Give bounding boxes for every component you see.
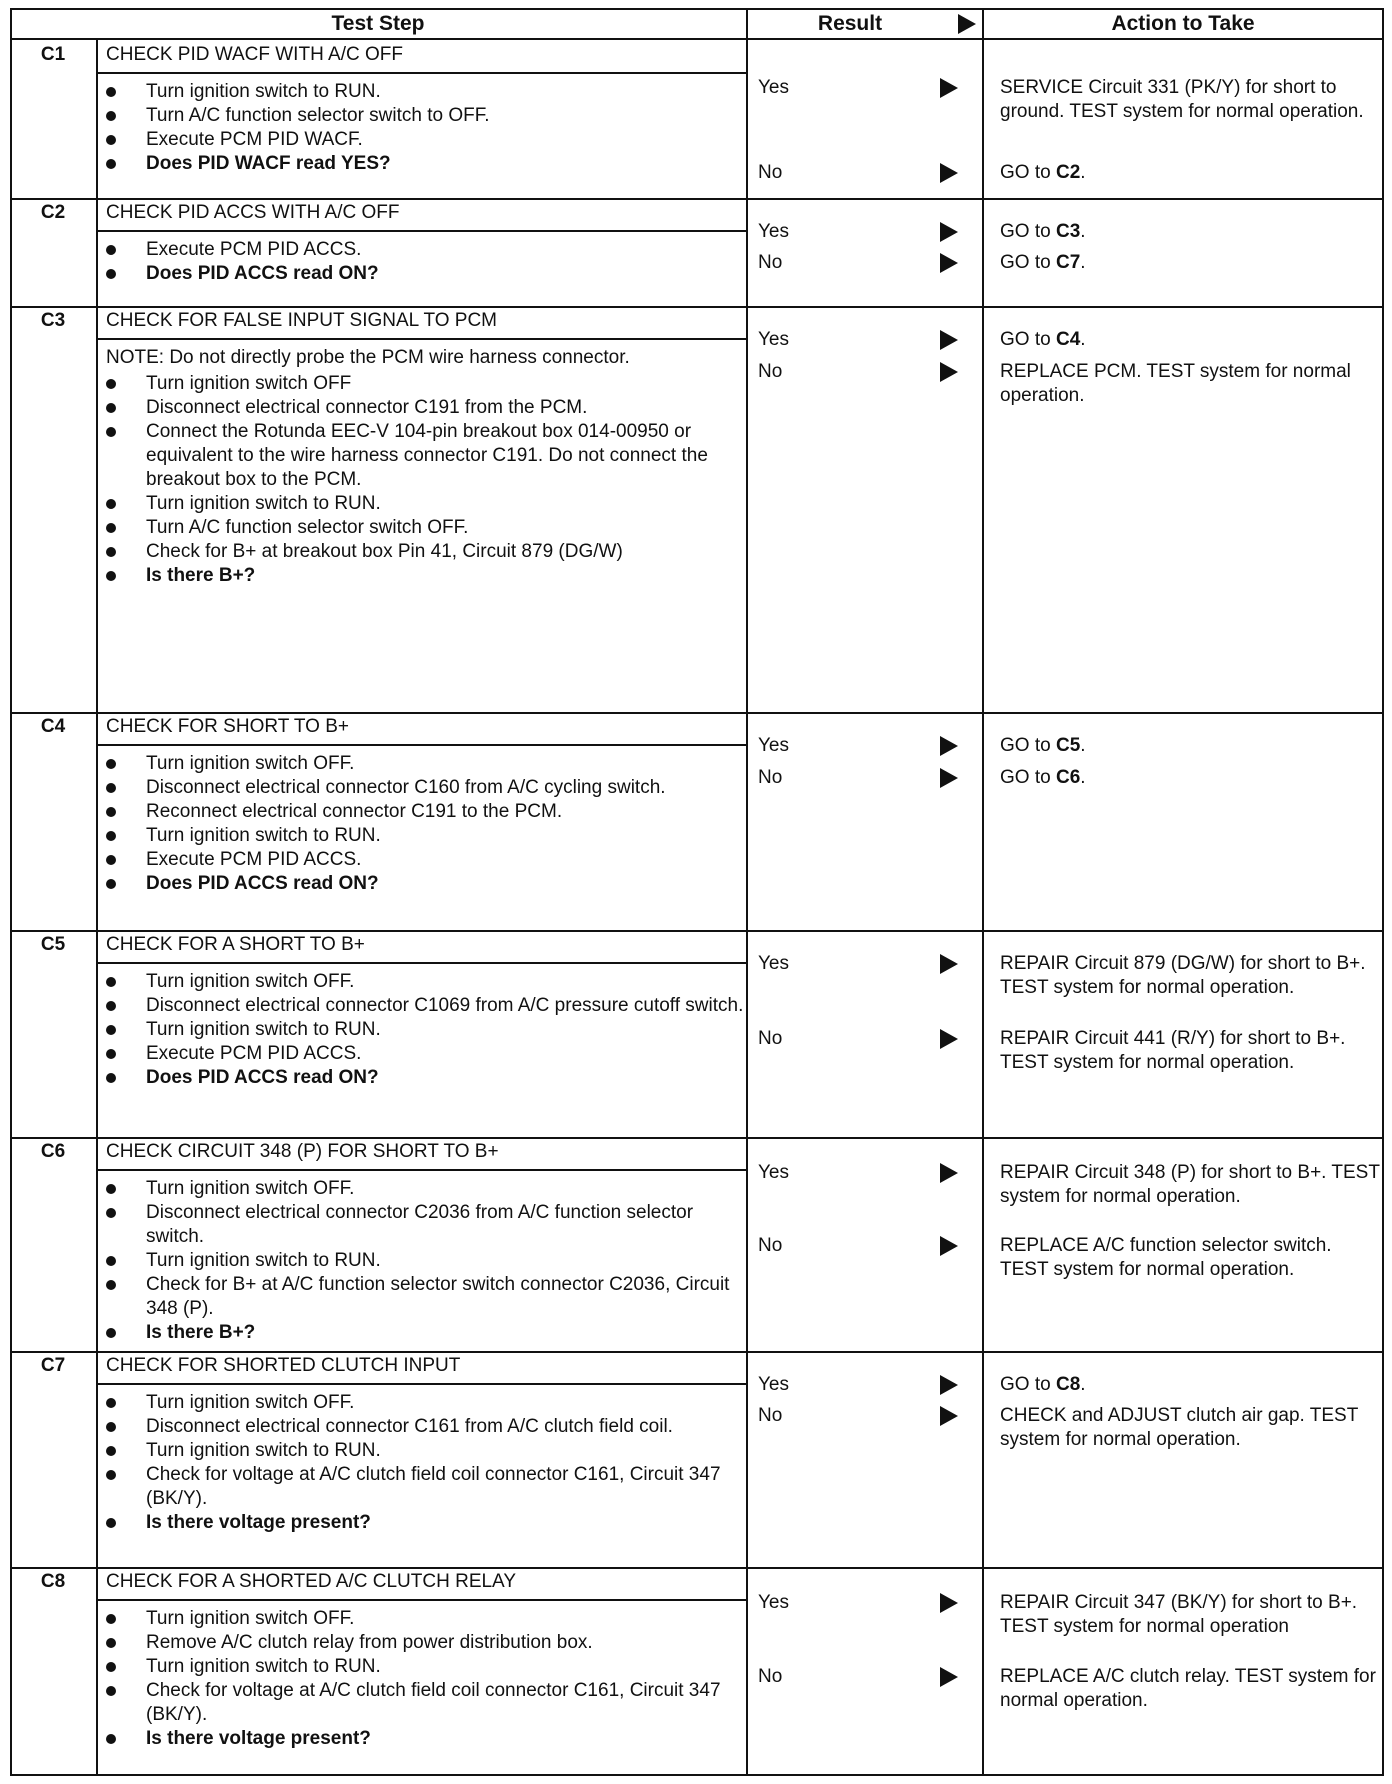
step-text: Disconnect electrical connector C191 from the PCM. (146, 397, 588, 418)
step-item (106, 420, 746, 492)
step-list (106, 372, 746, 588)
step-text: Check for voltage at A/C clutch field coil connector C161, Circuit 347 (BK/Y). (146, 1680, 721, 1725)
action-text (1000, 1027, 1380, 1075)
step-text: Execute PCM PID ACCS. (146, 849, 362, 870)
step-instructions (106, 346, 746, 588)
result-yes: Yes (758, 735, 789, 756)
action-text (1000, 1234, 1380, 1282)
bullet-icon (106, 403, 116, 413)
step-id: C1 (40, 44, 66, 65)
bullet-icon (106, 783, 116, 793)
step-item (106, 1463, 746, 1511)
goto-suffix: . (1080, 162, 1086, 183)
result-arrow-icon (940, 1029, 958, 1049)
goto-step: C7 (1055, 252, 1081, 273)
step-item (106, 1655, 746, 1679)
step-item (106, 776, 746, 800)
step-list (106, 1607, 746, 1751)
step-text: Disconnect electrical connector C161 from A/C clutch field coil. (146, 1416, 673, 1437)
title-divider (96, 230, 746, 232)
step-text: Check for voltage at A/C clutch field coil connector C161, Circuit 347 (BK/Y). (146, 1464, 721, 1509)
step-text: Connect the Rotunda EEC-V 104-pin breakout box 014-00950 or equivalent to the wire harness connector C191. Do not connect the breakout box to the PCM. (146, 421, 708, 490)
step-item (106, 970, 746, 994)
step-id: C5 (40, 934, 66, 955)
result-arrow-icon (940, 222, 958, 242)
step-item (106, 540, 746, 564)
step-text: Turn ignition switch OFF (146, 373, 352, 394)
action-body: REPLACE PCM. TEST system for normal operation. (1000, 361, 1351, 406)
result-no: No (758, 361, 783, 382)
goto-step: C6 (1055, 767, 1081, 788)
result-yes: Yes (758, 221, 789, 242)
test-step-c2 (10, 198, 1382, 306)
step-item (106, 238, 746, 262)
step-list (106, 1391, 746, 1535)
step-instructions (106, 752, 746, 896)
step-item (106, 824, 746, 848)
action-text (1000, 1404, 1380, 1452)
step-item (106, 492, 746, 516)
step-question (106, 872, 746, 896)
step-question (106, 1727, 746, 1751)
result-yes: Yes (758, 953, 789, 974)
title-divider (96, 962, 746, 964)
action-body: REPLACE A/C function selector switch. TEST system for normal operation. (1000, 1235, 1332, 1280)
result-arrow-icon (940, 163, 958, 183)
question-text: Is there voltage present? (146, 1728, 371, 1749)
table-right-border (1382, 8, 1384, 1776)
step-list (106, 970, 746, 1090)
result-no: No (758, 1666, 783, 1687)
step-question (106, 152, 746, 176)
bullet-icon (106, 269, 116, 279)
action-body: GO to (1000, 1374, 1056, 1395)
goto-step: C3 (1055, 221, 1081, 242)
goto-suffix: . (1080, 767, 1086, 788)
test-step-c6 (10, 1137, 1382, 1351)
result-no: No (758, 252, 783, 273)
result-arrow-icon (940, 768, 958, 788)
bullet-icon (106, 1638, 116, 1648)
action-text (1000, 766, 1380, 790)
action-body: GO to (1000, 329, 1056, 350)
step-text: Turn ignition switch OFF. (146, 753, 355, 774)
bullet-icon (106, 759, 116, 769)
step-instructions (106, 1391, 746, 1535)
action-body: GO to (1000, 221, 1056, 242)
bullet-icon (106, 159, 116, 169)
bullet-icon (106, 1686, 116, 1696)
step-item (106, 1177, 746, 1201)
step-text: Turn ignition switch to RUN. (146, 493, 381, 514)
action-body: SERVICE Circuit 331 (PK/Y) for short to ground. TEST system for normal operation. (1000, 77, 1364, 122)
goto-suffix: . (1080, 329, 1086, 350)
step-question (106, 1511, 746, 1535)
action-text (1000, 1161, 1380, 1209)
result-yes: Yes (758, 1592, 789, 1613)
step-text: Check for B+ at breakout box Pin 41, Circuit 879 (DG/W) (146, 541, 623, 562)
step-text: Turn A/C function selector switch to OFF. (146, 105, 490, 126)
bullet-icon (106, 1256, 116, 1266)
action-body: REPAIR Circuit 879 (DG/W) for short to B+. TEST system for normal operation. (1000, 953, 1366, 998)
step-item (106, 80, 746, 104)
action-text (1000, 734, 1380, 758)
step-instructions (106, 1607, 746, 1751)
result-arrow-icon (940, 1406, 958, 1426)
result-no: No (758, 1028, 783, 1049)
bullet-icon (106, 1184, 116, 1194)
test-step-c3 (10, 306, 1382, 712)
goto-step: C5 (1055, 735, 1081, 756)
result-no: No (758, 162, 783, 183)
action-body: REPLACE A/C clutch relay. TEST system for normal operation. (1000, 1666, 1376, 1711)
goto-step: C2 (1055, 162, 1081, 183)
result-arrow-icon (940, 1667, 958, 1687)
bullet-icon (106, 1662, 116, 1672)
action-text (1000, 1591, 1380, 1639)
step-item (106, 752, 746, 776)
result-no: No (758, 1235, 783, 1256)
step-item (106, 1201, 746, 1249)
result-arrow-icon (940, 78, 958, 98)
step-text: Remove A/C clutch relay from power distribution box. (146, 1632, 593, 1653)
bullet-icon (106, 499, 116, 509)
bullet-icon (106, 111, 116, 121)
goto-step: C8 (1055, 1374, 1081, 1395)
step-text: Disconnect electrical connector C1069 from A/C pressure cutoff switch. (146, 995, 744, 1016)
step-title: CHECK FOR A SHORT TO B+ (106, 934, 365, 955)
step-text: Turn A/C function selector switch OFF. (146, 517, 469, 538)
step-list (106, 1177, 746, 1345)
step-text: Turn ignition switch OFF. (146, 1178, 355, 1199)
bullet-icon (106, 1025, 116, 1035)
action-text (1000, 161, 1380, 185)
bullet-icon (106, 245, 116, 255)
action-text (1000, 1665, 1380, 1713)
bullet-icon (106, 379, 116, 389)
step-text: Turn ignition switch to RUN. (146, 1656, 381, 1677)
bullet-icon (106, 977, 116, 987)
goto-suffix: . (1080, 735, 1086, 756)
result-arrow-icon (940, 362, 958, 382)
bullet-icon (106, 135, 116, 145)
step-question (106, 1066, 746, 1090)
step-item (106, 372, 746, 396)
result-column-divider (746, 8, 748, 1776)
header-test-step: Test Step (331, 12, 425, 35)
step-text: Turn ignition switch OFF. (146, 971, 355, 992)
step-list (106, 752, 746, 896)
step-text: Turn ignition switch OFF. (146, 1608, 355, 1629)
title-divider (96, 744, 746, 746)
step-instructions (106, 970, 746, 1090)
bullet-icon (106, 547, 116, 557)
step-title: CHECK FOR SHORT TO B+ (106, 716, 350, 737)
bullet-icon (106, 427, 116, 437)
step-item (106, 516, 746, 540)
test-step-c8 (10, 1567, 1382, 1774)
step-item (106, 800, 746, 824)
step-text: Disconnect electrical connector C2036 from A/C function selector switch. (146, 1202, 694, 1247)
action-body: GO to (1000, 162, 1056, 183)
bullet-icon (106, 1001, 116, 1011)
action-text (1000, 76, 1380, 124)
action-body: CHECK and ADJUST clutch air gap. TEST system for normal operation. (1000, 1405, 1358, 1450)
bullet-icon (106, 1073, 116, 1083)
action-body: REPAIR Circuit 347 (BK/Y) for short to B+. TEST system for normal operation (1000, 1592, 1358, 1637)
step-text: Turn ignition switch OFF. (146, 1392, 355, 1413)
goto-suffix: . (1080, 221, 1086, 242)
result-arrow-icon (940, 1593, 958, 1613)
table-left-border (10, 8, 12, 1776)
step-id: C3 (40, 310, 66, 331)
bullet-icon (106, 831, 116, 841)
section-divider (10, 1774, 1384, 1776)
step-item (106, 1415, 746, 1439)
step-title: CHECK PID ACCS WITH A/C OFF (106, 202, 400, 223)
step-instructions (106, 1177, 746, 1345)
question-text: Is there B+? (146, 565, 256, 586)
step-id: C4 (40, 716, 66, 737)
question-text: Does PID ACCS read ON? (146, 873, 379, 894)
header-result: Result (817, 12, 883, 35)
result-no: No (758, 1405, 783, 1426)
step-item (106, 1249, 746, 1273)
step-instructions (106, 238, 746, 286)
question-text: Is there B+? (146, 1322, 256, 1343)
question-text: Does PID ACCS read ON? (146, 263, 379, 284)
step-text: Reconnect electrical connector C191 to the PCM. (146, 801, 563, 822)
result-arrow-icon (940, 736, 958, 756)
step-question (106, 262, 746, 286)
result-arrow-icon (940, 253, 958, 273)
step-text: Execute PCM PID ACCS. (146, 239, 362, 260)
step-text: Execute PCM PID WACF. (146, 129, 363, 150)
step-item (106, 396, 746, 420)
step-id: C2 (40, 202, 66, 223)
step-text: Turn ignition switch to RUN. (146, 81, 381, 102)
header-action: Action to Take (1111, 12, 1255, 35)
action-body: GO to (1000, 252, 1056, 273)
action-text (1000, 220, 1380, 244)
bullet-icon (106, 523, 116, 533)
action-text (1000, 1373, 1380, 1397)
step-title: CHECK FOR SHORTED CLUTCH INPUT (106, 1355, 461, 1376)
action-text (1000, 328, 1380, 352)
step-item (106, 104, 746, 128)
step-item (106, 1391, 746, 1415)
bullet-icon (106, 1422, 116, 1432)
result-arrow-icon (940, 954, 958, 974)
step-text: Turn ignition switch to RUN. (146, 1250, 381, 1271)
action-column-divider (982, 8, 984, 1776)
step-item (106, 1439, 746, 1463)
action-body: GO to (1000, 767, 1056, 788)
step-text: Execute PCM PID ACCS. (146, 1043, 362, 1064)
test-step-c1 (10, 40, 1382, 198)
bullet-icon (106, 1470, 116, 1480)
bullet-icon (106, 1734, 116, 1744)
action-text (1000, 251, 1380, 275)
step-title: CHECK FOR FALSE INPUT SIGNAL TO PCM (106, 310, 497, 331)
bullet-icon (106, 1049, 116, 1059)
action-body: REPAIR Circuit 441 (R/Y) for short to B+. TEST system for normal operation. (1000, 1028, 1346, 1073)
step-note: NOTE: Do not directly probe the PCM wire harness connector. (106, 347, 630, 368)
bullet-icon (106, 571, 116, 581)
bullet-icon (106, 1328, 116, 1338)
step-text: Disconnect electrical connector C160 from A/C cycling switch. (146, 777, 666, 798)
step-list (106, 238, 746, 286)
action-body: GO to (1000, 735, 1056, 756)
step-item (106, 1273, 746, 1321)
question-text: Does PID ACCS read ON? (146, 1067, 379, 1088)
bullet-icon (106, 855, 116, 865)
bullet-icon (106, 1614, 116, 1624)
title-divider (96, 72, 746, 74)
bullet-icon (106, 1518, 116, 1528)
step-item (106, 128, 746, 152)
bullet-icon (106, 87, 116, 97)
question-text: Is there voltage present? (146, 1512, 371, 1533)
bullet-icon (106, 807, 116, 817)
step-item (106, 848, 746, 872)
result-yes: Yes (758, 1374, 789, 1395)
step-text: Turn ignition switch to RUN. (146, 1440, 381, 1461)
bullet-icon (106, 1208, 116, 1218)
step-id: C8 (40, 1571, 66, 1592)
result-arrow-icon (940, 1236, 958, 1256)
step-text: Turn ignition switch to RUN. (146, 825, 381, 846)
result-no: No (758, 767, 783, 788)
test-step-c7 (10, 1351, 1382, 1567)
test-step-c4 (10, 712, 1382, 930)
result-yes: Yes (758, 329, 789, 350)
step-item (106, 1607, 746, 1631)
bullet-icon (106, 1398, 116, 1408)
action-text (1000, 360, 1380, 408)
action-text (1000, 952, 1380, 1000)
result-arrow-icon (940, 330, 958, 350)
title-divider (96, 1169, 746, 1171)
question-text: Does PID WACF read YES? (146, 153, 391, 174)
bullet-icon (106, 1446, 116, 1456)
step-title: CHECK FOR A SHORTED A/C CLUTCH RELAY (106, 1571, 516, 1592)
goto-step: C4 (1055, 329, 1081, 350)
action-body: REPAIR Circuit 348 (P) for short to B+. TEST system for normal operation. (1000, 1162, 1380, 1207)
result-arrow-icon (940, 1375, 958, 1395)
result-yes: Yes (758, 77, 789, 98)
step-title: CHECK CIRCUIT 348 (P) FOR SHORT TO B+ (106, 1141, 499, 1162)
result-yes: Yes (758, 1162, 789, 1183)
step-list (106, 80, 746, 176)
step-id: C7 (40, 1355, 66, 1376)
id-column-divider (96, 40, 98, 1774)
step-instructions (106, 80, 746, 176)
table-header (10, 8, 1382, 40)
step-text: Check for B+ at A/C function selector switch connector C2036, Circuit 348 (P). (146, 1274, 730, 1319)
bullet-icon (106, 1280, 116, 1290)
step-item (106, 1018, 746, 1042)
title-divider (96, 1599, 746, 1601)
step-title: CHECK PID WACF WITH A/C OFF (106, 44, 403, 65)
header-arrow-icon (958, 14, 976, 34)
bullet-icon (106, 879, 116, 889)
step-id: C6 (40, 1141, 66, 1162)
goto-suffix: . (1080, 1374, 1086, 1395)
title-divider (96, 338, 746, 340)
test-step-c5 (10, 930, 1382, 1137)
step-item (106, 994, 746, 1018)
goto-suffix: . (1080, 252, 1086, 273)
step-question (106, 564, 746, 588)
step-text: Turn ignition switch to RUN. (146, 1019, 381, 1040)
step-item (106, 1631, 746, 1655)
step-question (106, 1321, 746, 1345)
step-item (106, 1042, 746, 1066)
title-divider (96, 1383, 746, 1385)
result-arrow-icon (940, 1163, 958, 1183)
step-item (106, 1679, 746, 1727)
